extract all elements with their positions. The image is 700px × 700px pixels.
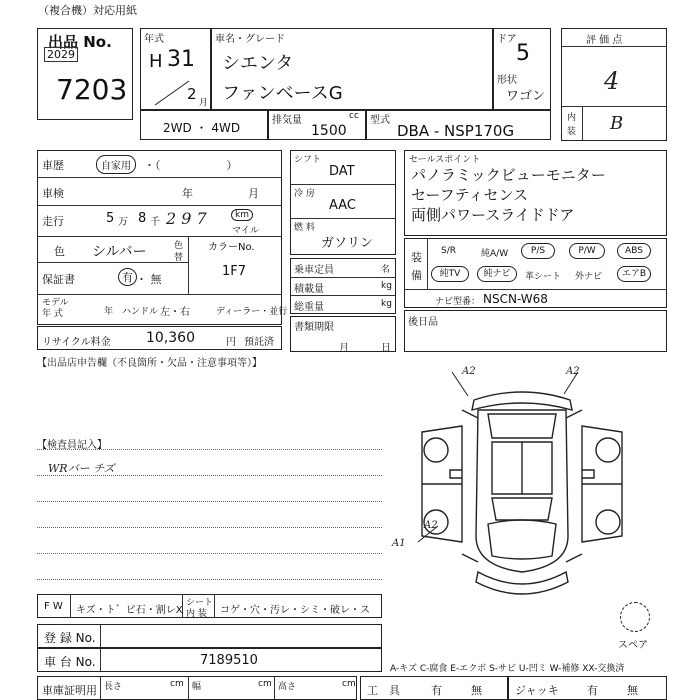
jack-no: 無 xyxy=(627,684,638,697)
car-label: 車名・グレード xyxy=(215,34,285,45)
cert-cm-2: cm xyxy=(258,679,272,689)
certificate-box xyxy=(37,676,357,700)
mileage-man: 5 xyxy=(106,211,115,226)
sales-points-label: セールスポイント xyxy=(409,155,481,165)
seat-label-2: 内 装 xyxy=(186,609,207,619)
model-box xyxy=(366,110,551,140)
warranty-no: ・ 無 xyxy=(136,273,162,286)
inspector-label: 【検査員記入】 xyxy=(37,440,107,451)
seat-label-1: シート xyxy=(186,598,214,608)
lot-small-no: 2029 xyxy=(44,47,78,62)
drive-box xyxy=(140,110,268,140)
spec-box xyxy=(290,150,396,255)
weight-box xyxy=(290,258,396,314)
chassis-box xyxy=(37,648,382,672)
damage-a1: A1 xyxy=(392,538,406,549)
history-value: 自家用 xyxy=(96,155,136,174)
model-year-unit: 年 xyxy=(104,307,114,317)
year-month-unit: 月 xyxy=(199,98,209,108)
cert-cm-1: cm xyxy=(170,679,184,689)
chassis-label: 車 台 No. xyxy=(44,655,96,669)
mileage-rest: 2 9 7 xyxy=(166,209,207,228)
color-label: 色 xyxy=(54,245,65,258)
color-code: 1F7 xyxy=(222,264,247,279)
car-grade: ファンベースG xyxy=(222,83,343,104)
dealer-label: ディーラー・並行 xyxy=(216,307,288,317)
form-note: （複合機）対応用紙 xyxy=(38,4,137,17)
recycle-deposit: 預託済 xyxy=(244,337,274,348)
jack-yes: 有 xyxy=(587,684,598,697)
color-value: シルバー xyxy=(92,244,147,260)
chassis-value: 7189510 xyxy=(200,653,258,668)
sales-point-1: パノラミックビューモニター xyxy=(411,166,606,184)
lot-box xyxy=(37,28,133,120)
inspection-year: 年 xyxy=(182,187,193,200)
registration-box xyxy=(37,624,382,648)
spare-label: スペア xyxy=(618,640,648,651)
equipment-label-1: 装 xyxy=(411,251,422,264)
equip-alloy: 純A/W xyxy=(481,249,509,259)
door-box xyxy=(493,28,551,110)
gross-unit: kg xyxy=(381,299,392,309)
gross-label: 総重量 xyxy=(294,302,324,313)
model-year-label-1: モデル xyxy=(42,298,69,308)
inspection-month: 月 xyxy=(248,187,259,200)
equip-tv: 純TV xyxy=(431,266,469,282)
after-box xyxy=(404,310,667,352)
history-suffix: ・（ ） xyxy=(144,159,238,172)
cert-length: 長さ xyxy=(104,682,123,692)
equip-sr: S/R xyxy=(441,246,456,256)
score-label: 評 価 点 xyxy=(586,35,623,46)
color-change-1: 色 xyxy=(174,241,184,251)
equip-pw: P/W xyxy=(569,243,605,259)
handle-label: ハンドル xyxy=(122,307,159,317)
doc-expiry-label: 書類期限 xyxy=(294,322,334,333)
history-label: 車歴 xyxy=(42,159,64,172)
model-label: 型式 xyxy=(370,115,390,126)
fw-box xyxy=(37,594,382,618)
recycle-unit: 円 xyxy=(226,337,236,348)
equip-ps: P/S xyxy=(521,243,555,259)
doc-expiry-month: 月 xyxy=(339,343,349,354)
mileage-man-unit: 万 xyxy=(118,217,128,228)
cert-cm-3: cm xyxy=(342,679,356,689)
ac-label: 冷 房 xyxy=(294,189,315,199)
year-divider xyxy=(151,79,191,107)
displacement-unit: cc xyxy=(349,111,359,121)
warranty-label: 保証書 xyxy=(42,273,75,286)
car-box xyxy=(211,28,493,110)
lot-label: 出品 No. xyxy=(48,33,112,51)
seat-text: コゲ・穴・汚レ・シミ・破レ・ス xyxy=(220,605,370,616)
fuel-value: ガソリン xyxy=(321,236,374,251)
displacement-label: 排気量 xyxy=(272,115,302,126)
shape-label: 形状 xyxy=(497,75,517,86)
damage-a2-front: A2 xyxy=(424,520,438,531)
year-era: H xyxy=(149,51,163,72)
car-name: シエンタ xyxy=(222,53,294,74)
warranty-yes: 有 xyxy=(118,268,137,286)
interior-value: B xyxy=(610,113,624,134)
tools-label: 工 具 xyxy=(367,684,400,697)
load-label: 積載量 xyxy=(294,284,324,295)
tools-yes: 有 xyxy=(431,684,442,697)
sales-point-2: セーフティセンス xyxy=(411,186,529,204)
score-value: 4 xyxy=(604,67,620,95)
year-label: 年式 xyxy=(144,34,164,45)
score-box xyxy=(561,28,667,141)
mileage-mile: マイル xyxy=(232,226,259,236)
jack-label: ジャッキ xyxy=(515,684,559,697)
mileage-km: km xyxy=(231,209,253,221)
year-value: 31 xyxy=(167,47,195,72)
sales-points-box xyxy=(404,150,667,236)
interior-label-2: 装 xyxy=(567,127,577,137)
ac-value: AAC xyxy=(329,198,356,213)
model-year-label-2: 年 式 xyxy=(42,309,63,319)
load-unit: kg xyxy=(381,281,392,291)
tools-no: 無 xyxy=(471,684,482,697)
year-box xyxy=(140,28,211,110)
year-month: 2 xyxy=(187,85,197,103)
shape-value: ワゴン xyxy=(506,89,546,104)
interior-label-1: 内 xyxy=(567,113,577,123)
after-label: 後日品 xyxy=(408,317,438,328)
drive-options: 2WD ・ 4WD xyxy=(163,121,241,135)
recycle-value: 10,360 xyxy=(146,330,195,346)
equip-navi: 純ナビ xyxy=(477,266,517,282)
spare-tire-icon xyxy=(620,602,650,632)
displacement-value: 1500 xyxy=(311,123,347,139)
damage-legend: A-キズ C-腐食 E-エクボ S-サビ U-凹ミ W-補修 XX-交換済 xyxy=(390,664,625,674)
color-change-2: 替 xyxy=(174,253,184,263)
fw-label: F W xyxy=(44,601,63,612)
details-box xyxy=(37,150,288,325)
equipment-label-2: 備 xyxy=(411,269,422,282)
fuel-label: 燃 料 xyxy=(294,223,315,233)
displacement-box xyxy=(268,110,366,140)
recycle-label: リサイクル料金 xyxy=(42,337,111,348)
certificate-label: 車庫証明用 xyxy=(42,684,97,697)
shift-value: DAT xyxy=(329,164,355,179)
inspector-note: WRバー チズ xyxy=(48,462,115,475)
shift-label: シフト xyxy=(294,155,322,165)
cert-width: 幅 xyxy=(192,682,202,692)
damage-a2-right: A2 xyxy=(566,366,580,377)
door-value: 5 xyxy=(516,41,530,66)
handle-options: 左・右 xyxy=(160,307,190,318)
cert-height: 高さ xyxy=(278,682,297,692)
door-label: ドア xyxy=(497,34,517,45)
jack-box xyxy=(508,676,667,700)
color-code-label: カラーNo. xyxy=(208,242,255,253)
sales-point-3: 両側パワースライドドア xyxy=(411,206,575,224)
equip-leather: 革シート xyxy=(525,272,562,282)
mileage-sen-unit: 千 xyxy=(150,217,160,228)
navi-label: ナビ型番： xyxy=(435,297,481,307)
model-value: DBA - NSP170G xyxy=(397,122,515,140)
equip-abs: ABS xyxy=(617,243,651,259)
fw-text: キズ・ト゛ビ石・割レX xyxy=(76,605,183,616)
car-diagram xyxy=(392,366,652,626)
capacity-unit: 名 xyxy=(381,265,391,275)
equip-airbag: エアB xyxy=(617,266,651,282)
equipment-box xyxy=(404,238,667,308)
doc-expiry-box xyxy=(290,316,396,352)
equip-ext-navi: 外ナビ xyxy=(575,272,603,282)
recycle-box xyxy=(37,326,282,350)
mileage-label: 走行 xyxy=(42,215,64,228)
mileage-sen: 8 xyxy=(138,211,147,226)
doc-expiry-day: 日 xyxy=(381,343,391,354)
registration-label: 登 録 No. xyxy=(44,631,96,645)
tools-box xyxy=(360,676,508,700)
capacity-label: 乗車定員 xyxy=(294,265,334,276)
damage-a2-left: A2 xyxy=(462,366,476,377)
report-label: 【出品店申告欄（不良箇所・欠品・注意事項等）】 xyxy=(37,358,262,369)
inspection-label: 車検 xyxy=(42,187,64,200)
lot-number: 7203 xyxy=(56,73,128,106)
navi-value: NSCN-W68 xyxy=(483,292,548,306)
